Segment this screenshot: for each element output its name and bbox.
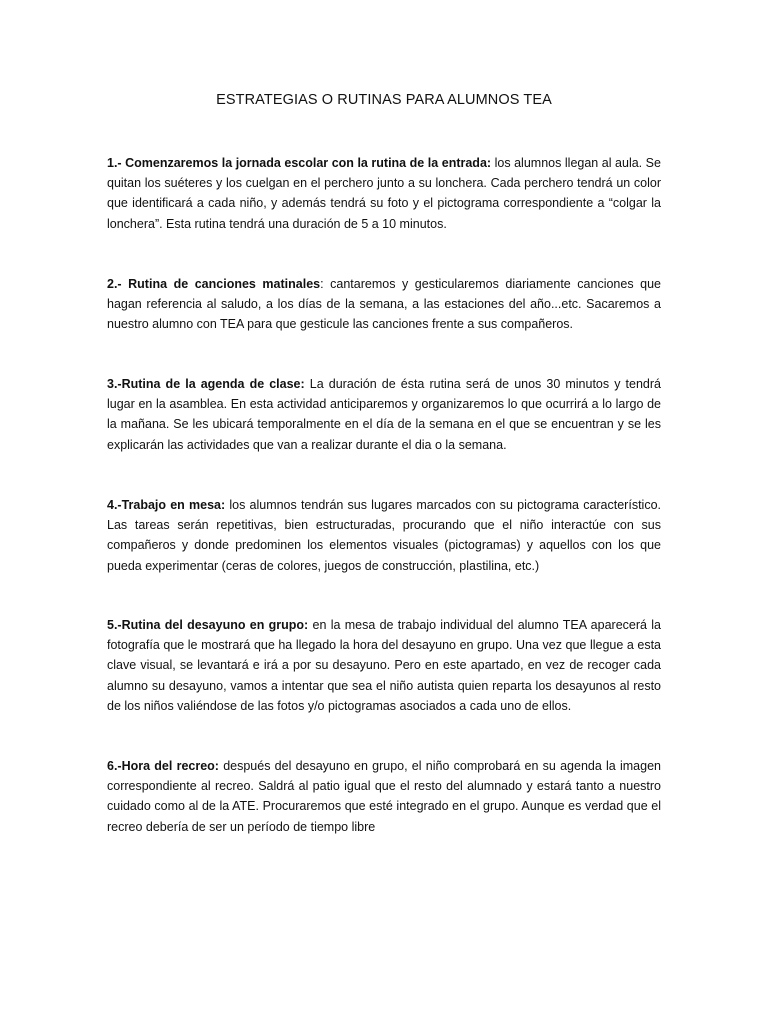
section-entrada-routine [107,153,661,234]
section-body: después del desayuno en grupo, el niño comprobará en su agenda la imagen correspondiente al recreo. Saldrá al patio igual que el resto del alumnado y estará tanto a nuestro cuidado como al de la ATE. Procuraremos que esté integrado en el grupo. Aunque es verdad que el recreo debería de ser un período de tiempo libre [107,759,661,834]
section-recess [107,756,661,837]
section-heading: 2.- Rutina de canciones matinales [107,277,321,291]
section-heading: 5.-Rutina del desayuno en grupo: [107,618,309,632]
section-heading: 1.- Comenzaremos la jornada escolar con la rutina de la entrada: [107,156,492,170]
section-heading: 6.-Hora del recreo: [107,759,219,773]
document-title: ESTRATEGIAS O RUTINAS PARA ALUMNOS TEA [216,92,552,108]
section-body: en la mesa de trabajo individual del alumno TEA aparecerá la fotografía que le mostrará que ha llegado la hora del desayuno en grupo. Una vez que llegue a esta clave visual, se levantará e irá a por su desayuno. Pero en este apartado, en vez de recoger cada alumno su desayuno, vamos a intentar que sea el niño autista quien reparta los desayunos al resto de los niños valiéndose de las fotos y/o pictogramas asociados a cada uno de ellos. [107,618,661,713]
section-morning-songs [107,274,661,335]
section-heading: 3.-Rutina de la agenda de clase: [107,377,305,391]
section-body: : cantaremos y gesticularemos diariamente canciones que hagan referencia al saludo, a los días de la semana, a las estaciones del año...etc. Sacaremos a nuestro alumno con TEA para que gesticule las canciones frente a sus compañeros. [107,277,662,332]
section-body: los alumnos llegan al aula. Se quitan los suéteres y los cuelgan en el perchero junto a su lonchera. Cada perchero tendrá un color que identificará a cada niño, y además tendrá su foto y el pictograma correspondiente a “colgar la lonchera”. Esta rutina tendrá una duración de 5 a 10 minutos. [107,156,661,231]
section-table-work [107,495,661,576]
section-body: los alumnos tendrán sus lugares marcados con su pictograma característico. Las tareas serán repetitivas, bien estructuradas, procurando que el niño interactúe con sus compañeros y donde predominen los elementos visuales (pictogramas) y aquellos con los que pueda experimentar (ceras de colores, juegos de construcción, plastilina, etc.) [107,498,661,573]
section-body: La duración de ésta rutina será de unos 30 minutos y tendrá lugar en la asamblea. En esta actividad anticiparemos y organizaremos lo que ocurrirá a lo largo de la mañana. Se les ubicará temporalmente en el día de la semana en el que se encuentran y se les explicarán las actividades que van a realizar durante el dia o la semana. [107,377,661,452]
section-heading: 4.-Trabajo en mesa: [107,498,226,512]
section-class-agenda [107,374,661,455]
section-group-breakfast [107,615,661,716]
